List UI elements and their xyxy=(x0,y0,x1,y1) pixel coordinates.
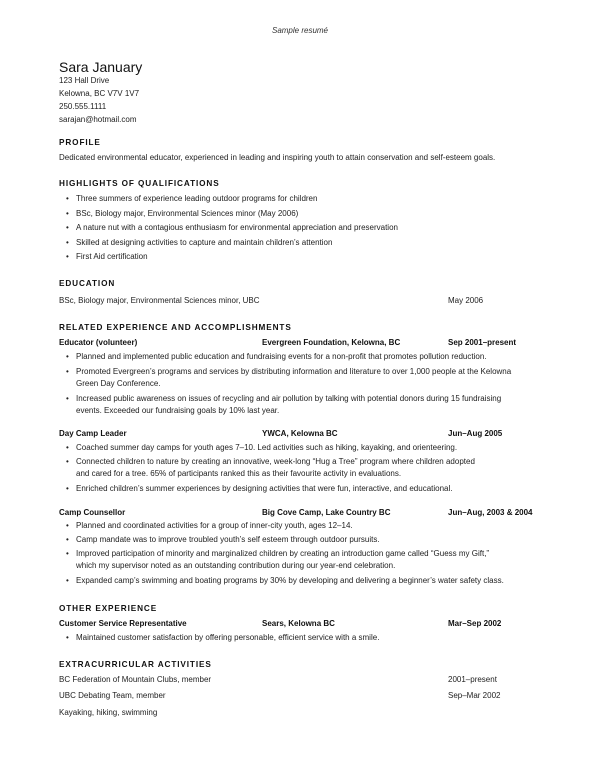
contact-phone: 250.555.1111 xyxy=(59,102,107,111)
activity-item: BC Federation of Mountain Clubs, member xyxy=(59,675,212,684)
bullet-icon: • xyxy=(66,223,69,232)
job-role: Day Camp Leader xyxy=(59,429,127,438)
bullet-icon: • xyxy=(66,238,69,247)
bullet-icon: • xyxy=(66,484,69,493)
job-organization: YWCA, Kelowna BC xyxy=(262,429,338,438)
job-organization: Big Cove Camp, Lake Country BC xyxy=(262,508,391,517)
activity-date: Sep–Mar 2002 xyxy=(448,691,501,700)
bullet-icon: • xyxy=(66,252,69,261)
education-degree: BSc, Biology major, Environmental Sciences minor, UBC xyxy=(59,296,260,305)
candidate-name: Sara January xyxy=(59,59,143,75)
job-date: Sep 2001–present xyxy=(448,338,517,347)
education-date: May 2006 xyxy=(448,296,484,305)
job-date: Jun–Aug 2005 xyxy=(448,429,503,438)
profile-text: Dedicated environmental educator, experienced in leading and inspiring youth to attain conservation and self-esteem goals. xyxy=(59,153,496,162)
bullet-icon: • xyxy=(66,394,69,403)
bullet-icon: • xyxy=(66,633,69,642)
section-title-highlights: HIGHLIGHTS OF QUALIFICATIONS xyxy=(59,179,220,188)
job-organization: Evergreen Foundation, Kelowna, BC xyxy=(262,338,401,347)
page-caption: Sample resumé xyxy=(271,26,329,35)
bullet-icon: • xyxy=(66,549,69,558)
section-title-extracurricular: EXTRACURRICULAR ACTIVITIES xyxy=(59,660,212,669)
resume-page: Sample resumé Sara January 123 Hall Drive Kelowna, BC V7V 1V7 250.555.1111 sarajan@hotmail.com PROFILE Dedicated environmental educator, experienced in leading and inspiring youth to attain conservation and self-esteem goals. HIGHLIGHTS OF QUALIFICATIONS • Three summers of experience leading outdoor programs for children • BSc, Biology major, Environmental Sciences minor (May 2006) • A nature nut with a contagious enthusiasm for environmental appreciation and preservation • Skilled at designing activities to capture and maintain children’s attention • First Aid certification EDUCATION BSc, Biology major, Environmental Sciences minor, UBC May 2006 RELATED EXPERIENCE AND ACCOMPLISHMENTS Educator (volunteer) Evergreen Foundation, Kelowna, BC Sep 2001–present • Planned and implemented public education and fundraising events for a non-profit that promotes pollution reduction. • Promoted Evergreen’s programs and services by distributing information and literature to over 1,000 people at the Kelowna Green Day Conference. • Increased public awareness on issues of recycling and air pollution by talking with potential donors during 15 fundraising events. Exceeded our fundraising goals by 10% last year. Day Camp Leader YWCA, Kelowna BC Jun–Aug 2005 • Coached summer day camps for youth ages 7–10. Led activities such as hiking, kayaking, and orienteering. • Connected children to nature by creating an innovative, week-long “Hug a Tree” program where children adopted and cared for a tree. 65% of participants ranked this as their favourite activity in evaluations. • Enriched children’s summer experiences by designing activities that were fun, interactive, and educational. Camp Counsellor Big Cove Camp, Lake Country BC Jun–Aug, 2003 & 2004 • Planned and coordinated activities for a group of inner-city youth, ages 12–14. • Camp mandate was to improve troubled youth’s self esteem through outdoor pursuits. • Improved participation of minority and marginalized children by creating an introduction game called “Guess my Gift,” which my supervisor noted as an outstanding contribution during our year-end celebration. • Expanded camp’s swimming and boating programs by 30% by developing and delivering a beginner’s water safety class. OTHER EXPERIENCE Customer Service Representative Sears, Kelowna BC Mar–Sep 2002 • Maintained customer satisfaction by offering personable, efficient service with a smile. EXTRACURRICULAR ACTIVITIES BC Federation of Mountain Clubs, member 2001–present UBC Debating Team, member Sep–Mar 2002 Kayaking, hiking, swimming xyxy=(0,0,600,776)
bullet-icon: • xyxy=(66,352,69,361)
job-role: Camp Counsellor xyxy=(59,508,126,517)
bullet-icon: • xyxy=(66,209,69,218)
job-organization: Sears, Kelowna BC xyxy=(262,619,335,628)
job-date: Jun–Aug, 2003 & 2004 xyxy=(448,508,533,517)
contact-address: 123 Hall Drive xyxy=(59,76,110,85)
bullet-icon: • xyxy=(66,443,69,452)
activity-date: 2001–present xyxy=(448,675,497,684)
activity-item: UBC Debating Team, member xyxy=(59,691,166,700)
activity-item: Kayaking, hiking, swimming xyxy=(59,708,158,717)
section-title-related-experience: RELATED EXPERIENCE AND ACCOMPLISHMENTS xyxy=(59,323,292,332)
job-date: Mar–Sep 2002 xyxy=(448,619,502,628)
bullet-icon: • xyxy=(66,521,69,530)
bullet-icon: • xyxy=(66,194,69,203)
section-title-education: EDUCATION xyxy=(59,279,116,288)
bullet-icon: • xyxy=(66,457,69,466)
bullet-icon: • xyxy=(66,535,69,544)
bullet-icon: • xyxy=(66,367,69,376)
contact-block xyxy=(59,74,139,126)
section-title-other-experience: OTHER EXPERIENCE xyxy=(59,604,158,613)
bullet-icon: • xyxy=(66,576,69,585)
section-title-profile: PROFILE xyxy=(59,138,101,147)
job-role: Educator (volunteer) xyxy=(59,338,138,347)
contact-email: sarajan@hotmail.com xyxy=(59,115,137,124)
job-role: Customer Service Representative xyxy=(59,619,187,628)
contact-city: Kelowna, BC V7V 1V7 xyxy=(59,89,140,98)
